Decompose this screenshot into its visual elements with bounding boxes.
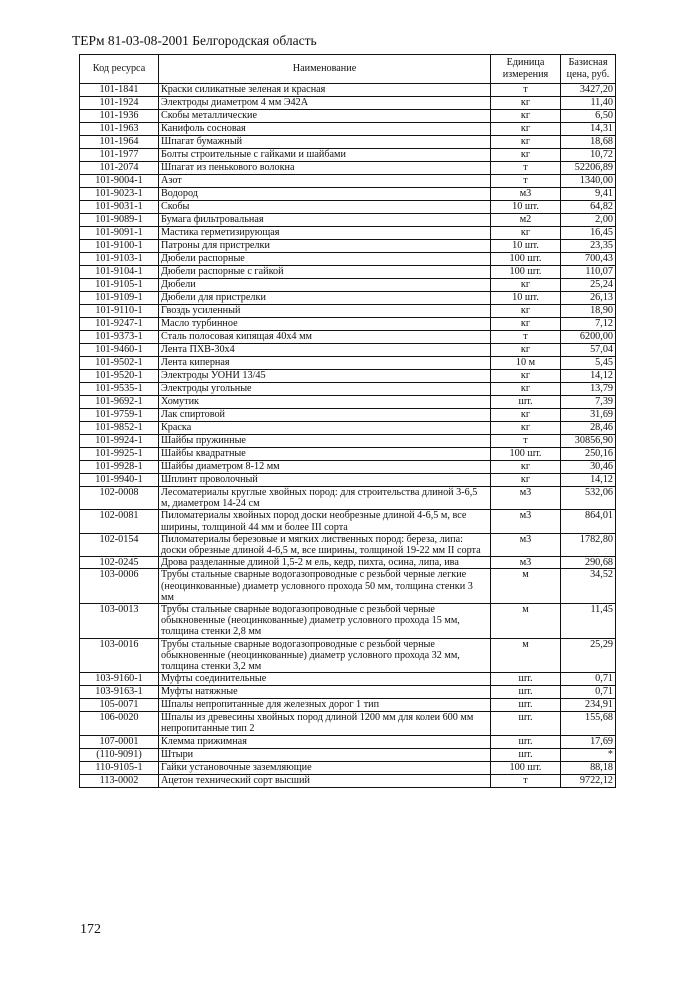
- cell-code: 101-1977: [80, 149, 159, 162]
- table-row: [80, 712, 616, 735]
- table-row: [80, 123, 616, 136]
- cell-unit: 10 шт.: [491, 292, 561, 305]
- cell-price: 11,40: [561, 97, 616, 110]
- cell-unit: кг: [491, 409, 561, 422]
- cell-price: 0,71: [561, 673, 616, 686]
- table-row: [80, 435, 616, 448]
- cell-price: 23,35: [561, 240, 616, 253]
- cell-unit: 100 шт.: [491, 266, 561, 279]
- table-row: [80, 266, 616, 279]
- cell-name: Шпалы из древесины хвойных пород длиной 1200 мм для колеи 600 мм непропитанные тип 2: [159, 712, 491, 735]
- table-row: [80, 240, 616, 253]
- cell-price: 52206,89: [561, 162, 616, 175]
- cell-name: Лак спиртовой: [159, 409, 491, 422]
- cell-name: Сталь полосовая кипящая 40х4 мм: [159, 331, 491, 344]
- cell-code: 101-1924: [80, 97, 159, 110]
- table-row: [80, 638, 616, 673]
- cell-code: 101-9940-1: [80, 474, 159, 487]
- cell-name: Болты строительные с гайками и шайбами: [159, 149, 491, 162]
- cell-name: Краски силикатные зеленая и красная: [159, 84, 491, 97]
- cell-unit: кг: [491, 383, 561, 396]
- cell-price: 2,00: [561, 214, 616, 227]
- cell-price: 16,45: [561, 227, 616, 240]
- cell-code: 101-9520-1: [80, 370, 159, 383]
- cell-price: 26,13: [561, 292, 616, 305]
- cell-name: Скобы металлические: [159, 110, 491, 123]
- cell-price: 14,12: [561, 370, 616, 383]
- table-row: [80, 110, 616, 123]
- cell-price: 532,06: [561, 487, 616, 510]
- cell-code: 102-0154: [80, 533, 159, 556]
- table-row: [80, 253, 616, 266]
- table-row: [80, 97, 616, 110]
- table-row: [80, 604, 616, 639]
- table-row: [80, 227, 616, 240]
- table-row: [80, 487, 616, 510]
- cell-code: 101-9535-1: [80, 383, 159, 396]
- cell-code: 101-9104-1: [80, 266, 159, 279]
- cell-unit: шт.: [491, 735, 561, 748]
- cell-price: 864,01: [561, 510, 616, 533]
- column-header-price: Базисная цена, руб.: [561, 55, 616, 84]
- cell-unit: т: [491, 84, 561, 97]
- cell-price: 234,91: [561, 699, 616, 712]
- cell-name: Лента киперная: [159, 357, 491, 370]
- table-row: [80, 422, 616, 435]
- cell-price: 25,29: [561, 638, 616, 673]
- table-row: [80, 305, 616, 318]
- cell-name: Трубы стальные сварные водогазопроводные с резьбой черные обыкновенные (неоцинкованные) диаметр условного прохода 32 мм, толщина стенки 3,2 мм: [159, 638, 491, 673]
- cell-name: Гайки установочные заземляющие: [159, 761, 491, 774]
- cell-unit: кг: [491, 110, 561, 123]
- cell-code: 106-0020: [80, 712, 159, 735]
- table-row: [80, 673, 616, 686]
- cell-name: Бумага фильтровальная: [159, 214, 491, 227]
- column-header-unit: Единица измерения: [491, 55, 561, 84]
- table-header: [80, 55, 616, 84]
- cell-code: 101-9247-1: [80, 318, 159, 331]
- cell-unit: м3: [491, 533, 561, 556]
- cell-price: 700,43: [561, 253, 616, 266]
- cell-unit: т: [491, 175, 561, 188]
- cell-name: Лента ПХВ-30х4: [159, 344, 491, 357]
- cell-name: Шайбы квадратные: [159, 448, 491, 461]
- cell-price: 28,46: [561, 422, 616, 435]
- table-row: [80, 533, 616, 556]
- cell-price: 155,68: [561, 712, 616, 735]
- cell-price: 17,69: [561, 735, 616, 748]
- cell-code: 101-9023-1: [80, 188, 159, 201]
- cell-code: 101-9460-1: [80, 344, 159, 357]
- table-row: [80, 409, 616, 422]
- cell-price: 6200,00: [561, 331, 616, 344]
- cell-code: 101-9692-1: [80, 396, 159, 409]
- table-row: [80, 344, 616, 357]
- cell-code: 102-0245: [80, 557, 159, 569]
- cell-price: 34,52: [561, 569, 616, 604]
- cell-unit: 10 м: [491, 357, 561, 370]
- cell-code: 101-1936: [80, 110, 159, 123]
- cell-unit: 100 шт.: [491, 761, 561, 774]
- cell-name: Пиломатериалы хвойных пород доски необрезные длиной 4-6,5 м, все ширины, толщиной 44 мм и более III сорта: [159, 510, 491, 533]
- cell-name: Краска: [159, 422, 491, 435]
- cell-code: 101-9373-1: [80, 331, 159, 344]
- cell-unit: шт.: [491, 699, 561, 712]
- cell-unit: м3: [491, 557, 561, 569]
- table-row: [80, 448, 616, 461]
- cell-price: 5,45: [561, 357, 616, 370]
- cell-name: Трубы стальные сварные водогазопроводные с резьбой черные легкие (неоцинкованные) диаметр условного прохода 50 мм, толщина стенки 3 мм: [159, 569, 491, 604]
- cell-code: 113-0002: [80, 774, 159, 787]
- cell-unit: м: [491, 638, 561, 673]
- cell-code: 103-0013: [80, 604, 159, 639]
- cell-unit: кг: [491, 279, 561, 292]
- table-row: [80, 279, 616, 292]
- cell-price: 11,45: [561, 604, 616, 639]
- cell-unit: кг: [491, 370, 561, 383]
- cell-unit: м3: [491, 487, 561, 510]
- cell-name: Ацетон технический сорт высший: [159, 774, 491, 787]
- cell-price: 7,12: [561, 318, 616, 331]
- cell-unit: кг: [491, 136, 561, 149]
- cell-name: Гвоздь усиленный: [159, 305, 491, 318]
- cell-unit: шт.: [491, 686, 561, 699]
- cell-unit: т: [491, 331, 561, 344]
- cell-unit: кг: [491, 461, 561, 474]
- column-header-code: Код ресурса: [80, 55, 159, 84]
- table-row: [80, 699, 616, 712]
- page-number: 172: [80, 922, 101, 937]
- table-row: [80, 557, 616, 569]
- cell-unit: шт.: [491, 673, 561, 686]
- table-row: [80, 748, 616, 761]
- cell-price: 9,41: [561, 188, 616, 201]
- cell-code: 105-0071: [80, 699, 159, 712]
- cell-name: Лесоматериалы круглые хвойных пород: для строительства длиной 3-6,5 м, диаметром 14-24 см: [159, 487, 491, 510]
- table-row: [80, 214, 616, 227]
- cell-price: 1340,00: [561, 175, 616, 188]
- cell-code: 101-9089-1: [80, 214, 159, 227]
- table-row: [80, 149, 616, 162]
- cell-price: 290,68: [561, 557, 616, 569]
- cell-code: 101-9928-1: [80, 461, 159, 474]
- cell-unit: кг: [491, 318, 561, 331]
- resource-price-table: [79, 54, 616, 788]
- cell-unit: 10 шт.: [491, 240, 561, 253]
- cell-unit: кг: [491, 227, 561, 240]
- table-row: [80, 292, 616, 305]
- cell-unit: кг: [491, 123, 561, 136]
- cell-price: 250,16: [561, 448, 616, 461]
- cell-code: 101-1964: [80, 136, 159, 149]
- table-row: [80, 84, 616, 97]
- cell-unit: кг: [491, 422, 561, 435]
- cell-price: 30856,90: [561, 435, 616, 448]
- cell-price: 30,46: [561, 461, 616, 474]
- cell-code: 101-1841: [80, 84, 159, 97]
- cell-price: 64,82: [561, 201, 616, 214]
- table-row: [80, 162, 616, 175]
- cell-unit: кг: [491, 474, 561, 487]
- cell-price: 0,71: [561, 686, 616, 699]
- cell-price: 110,07: [561, 266, 616, 279]
- cell-code: 101-9091-1: [80, 227, 159, 240]
- cell-unit: 10 шт.: [491, 201, 561, 214]
- cell-code: 101-9103-1: [80, 253, 159, 266]
- cell-unit: т: [491, 162, 561, 175]
- cell-code: 103-0016: [80, 638, 159, 673]
- cell-unit: т: [491, 435, 561, 448]
- cell-price: 14,12: [561, 474, 616, 487]
- table-row: [80, 735, 616, 748]
- cell-unit: м3: [491, 510, 561, 533]
- table-body: [80, 84, 616, 788]
- cell-name: Дюбели распорные с гайкой: [159, 266, 491, 279]
- cell-name: Дюбели: [159, 279, 491, 292]
- cell-code: 101-1963: [80, 123, 159, 136]
- cell-code: 110-9105-1: [80, 761, 159, 774]
- cell-unit: кг: [491, 344, 561, 357]
- cell-code: 102-0008: [80, 487, 159, 510]
- cell-name: Муфты соединительные: [159, 673, 491, 686]
- table-row: [80, 474, 616, 487]
- cell-price: 7,39: [561, 396, 616, 409]
- cell-name: Масло турбинное: [159, 318, 491, 331]
- cell-name: Мастика герметизирующая: [159, 227, 491, 240]
- cell-code: 101-9100-1: [80, 240, 159, 253]
- cell-code: 101-9031-1: [80, 201, 159, 214]
- cell-price: 13,79: [561, 383, 616, 396]
- cell-unit: т: [491, 774, 561, 787]
- cell-name: Дюбели распорные: [159, 253, 491, 266]
- cell-unit: кг: [491, 97, 561, 110]
- cell-unit: шт.: [491, 396, 561, 409]
- cell-unit: кг: [491, 149, 561, 162]
- table-row: [80, 175, 616, 188]
- table-row: [80, 383, 616, 396]
- cell-name: Электроды угольные: [159, 383, 491, 396]
- cell-price: 18,90: [561, 305, 616, 318]
- cell-name: Азот: [159, 175, 491, 188]
- cell-name: Хомутик: [159, 396, 491, 409]
- table-row: [80, 396, 616, 409]
- cell-name: Водород: [159, 188, 491, 201]
- cell-price: 10,72: [561, 149, 616, 162]
- cell-name: Канифоль сосновая: [159, 123, 491, 136]
- column-header-name: Наименование: [159, 55, 491, 84]
- cell-code: 101-9759-1: [80, 409, 159, 422]
- cell-price: 14,31: [561, 123, 616, 136]
- cell-code: 102-0081: [80, 510, 159, 533]
- cell-price: 88,18: [561, 761, 616, 774]
- table-row: [80, 201, 616, 214]
- cell-price: 1782,80: [561, 533, 616, 556]
- cell-name: Электроды диаметром 4 мм Э42А: [159, 97, 491, 110]
- cell-price: 57,04: [561, 344, 616, 357]
- cell-code: 103-9163-1: [80, 686, 159, 699]
- cell-unit: м3: [491, 188, 561, 201]
- cell-unit: кг: [491, 305, 561, 318]
- cell-name: Шпагат бумажный: [159, 136, 491, 149]
- cell-price: 25,24: [561, 279, 616, 292]
- table-row: [80, 370, 616, 383]
- cell-name: Дрова разделанные длиной 1,5-2 м ель, кедр, пихта, осина, липа, ива: [159, 557, 491, 569]
- cell-name: Шпагат из пенькового волокна: [159, 162, 491, 175]
- cell-name: Шайбы диаметром 8-12 мм: [159, 461, 491, 474]
- cell-name: Трубы стальные сварные водогазопроводные с резьбой черные обыкновенные (неоцинкованные) диаметр условного прохода 15 мм, толщина стенки 2,8 мм: [159, 604, 491, 639]
- cell-name: Клемма прижимная: [159, 735, 491, 748]
- cell-name: Муфты натяжные: [159, 686, 491, 699]
- table-row: [80, 357, 616, 370]
- cell-unit: м2: [491, 214, 561, 227]
- cell-price: 3427,20: [561, 84, 616, 97]
- cell-unit: м: [491, 569, 561, 604]
- cell-name: Скобы: [159, 201, 491, 214]
- table-row: [80, 331, 616, 344]
- cell-unit: шт.: [491, 712, 561, 735]
- cell-code: 101-9109-1: [80, 292, 159, 305]
- table-row: [80, 461, 616, 474]
- cell-price: 31,69: [561, 409, 616, 422]
- table-row: [80, 188, 616, 201]
- table-row: [80, 774, 616, 787]
- table-row: [80, 318, 616, 331]
- cell-code: 103-9160-1: [80, 673, 159, 686]
- table-row: [80, 686, 616, 699]
- cell-name: Штыри: [159, 748, 491, 761]
- cell-name: Дюбели для пристрелки: [159, 292, 491, 305]
- table-row: [80, 761, 616, 774]
- cell-code: 101-9852-1: [80, 422, 159, 435]
- cell-unit: 100 шт.: [491, 253, 561, 266]
- cell-code: 101-2074: [80, 162, 159, 175]
- cell-price: *: [561, 748, 616, 761]
- cell-unit: 100 шт.: [491, 448, 561, 461]
- cell-unit: шт.: [491, 748, 561, 761]
- cell-price: 6,50: [561, 110, 616, 123]
- cell-code: 101-9004-1: [80, 175, 159, 188]
- table-row: [80, 569, 616, 604]
- cell-name: Шайбы пружинные: [159, 435, 491, 448]
- cell-code: 101-9110-1: [80, 305, 159, 318]
- cell-unit: м: [491, 604, 561, 639]
- cell-code: 101-9502-1: [80, 357, 159, 370]
- cell-name: Шпалы непропитанные для железных дорог 1 тип: [159, 699, 491, 712]
- table-row: [80, 510, 616, 533]
- cell-name: Пиломатериалы березовые и мягких лиственных пород: береза, липа: доски обрезные длиной 4-6,5 м, все ширины, толщиной 19-22 мм II сорта: [159, 533, 491, 556]
- cell-price: 18,68: [561, 136, 616, 149]
- cell-name: Электроды УОНИ 13/45: [159, 370, 491, 383]
- cell-code: 107-0001: [80, 735, 159, 748]
- cell-code: 101-9925-1: [80, 448, 159, 461]
- cell-name: Патроны для пристрелки: [159, 240, 491, 253]
- page-header: ТЕРм 81-03-08-2001 Белгородская область: [72, 33, 317, 48]
- cell-code: 101-9924-1: [80, 435, 159, 448]
- table-row: [80, 136, 616, 149]
- cell-code: (110-9091): [80, 748, 159, 761]
- cell-code: 101-9105-1: [80, 279, 159, 292]
- cell-price: 9722,12: [561, 774, 616, 787]
- cell-code: 103-0006: [80, 569, 159, 604]
- cell-name: Шплинт проволочный: [159, 474, 491, 487]
